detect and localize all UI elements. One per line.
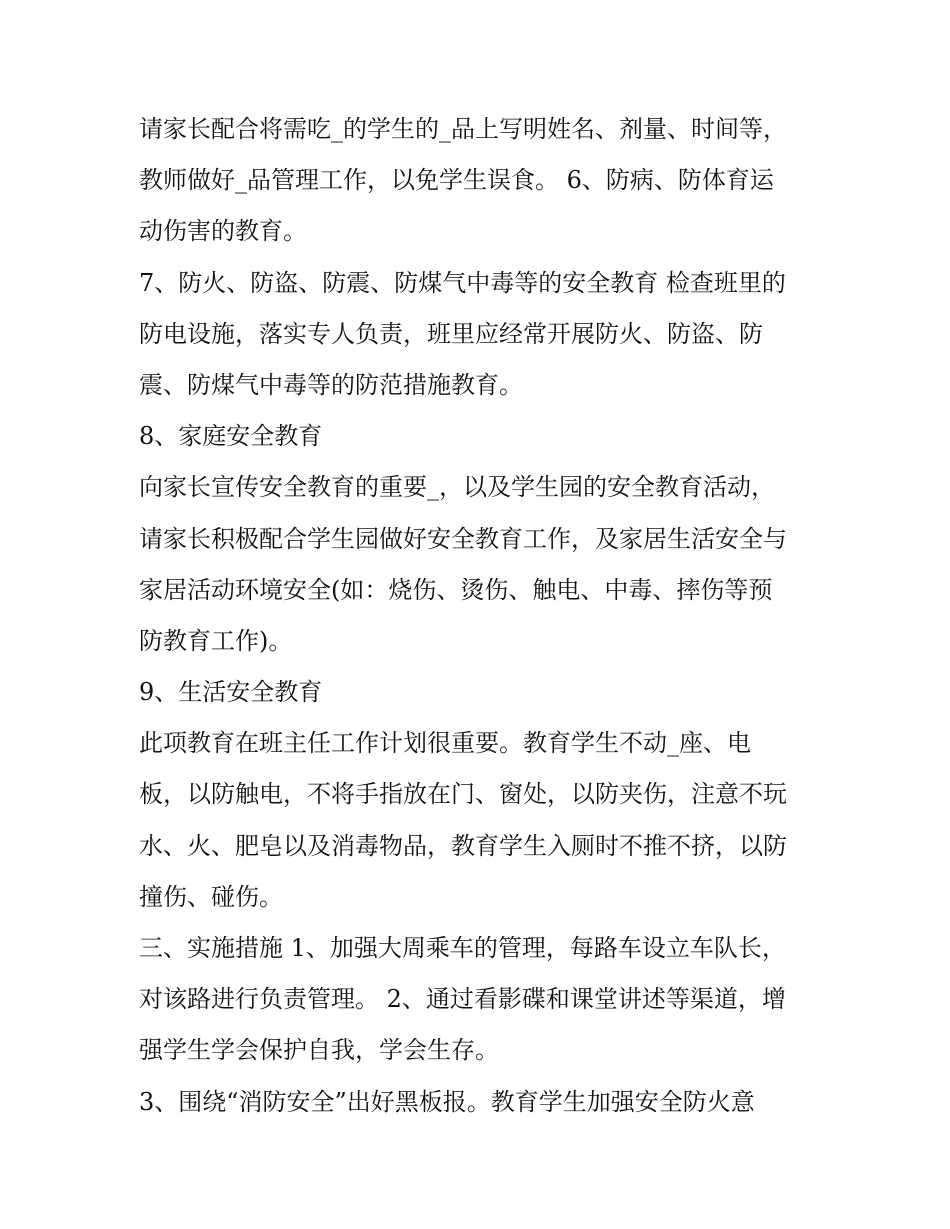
text-line: 板，以防触电，不将手指放在门、窗处，以防夹伤，注意不玩 — [139, 780, 787, 809]
text-line: 防教育工作)。 — [139, 626, 293, 655]
document-body — [139, 104, 819, 1128]
text-line: 3、围绕“消防安全”出好黑板报。教育学生加强安全防火意 — [139, 1087, 755, 1116]
text-line: 动伤害的教育。 — [139, 217, 307, 246]
text-line: 向家长宣传安全教育的重要_，以及学生园的安全教育活动， — [139, 473, 775, 502]
text-line: 教师做好_品管理工作，以免学生误食。 6、防病、防体育运 — [139, 166, 774, 195]
text-line: 震、防煤气中毒等的防范措施教育。 — [139, 370, 523, 399]
text-line: 请家长积极配合学生园做好安全教育工作，及家居生活安全与 — [139, 524, 787, 553]
text-line: 对该路进行负责管理。 2、通过看影碟和课堂讲述等渠道，增 — [139, 985, 786, 1014]
section-heading-8: 8、家庭安全教育 — [139, 422, 323, 451]
text-line: 此项教育在班主任工作计划很重要。教育学生不动_座、电 — [139, 729, 751, 758]
text-line: 家居活动环境安全(如：烧伤、烫伤、触电、中毒、摔伤等预 — [139, 575, 773, 604]
text-line: 撞伤、碰伤。 — [139, 882, 283, 911]
text-line: 强学生学会保护自我，学会生存。 — [139, 1036, 499, 1065]
text-line: 水、火、肥皂以及消毒物品，教育学生入厕时不推不挤，以防 — [139, 831, 787, 860]
text-line: 三、实施措施 1、加强大周乘车的管理，每路车设立车队长， — [139, 934, 786, 962]
text-line: 请家长配合将需吃_的学生的_品上写明姓名、剂量、时间等， — [139, 115, 787, 143]
text-line: 防电设施，落实专人负责，班里应经常开展防火、防盗、防 — [139, 319, 763, 348]
text-line: 7、防火、防盗、防震、防煤气中毒等的安全教育 检查班里的 — [139, 268, 786, 297]
section-heading-9: 9、生活安全教育 — [139, 678, 323, 707]
